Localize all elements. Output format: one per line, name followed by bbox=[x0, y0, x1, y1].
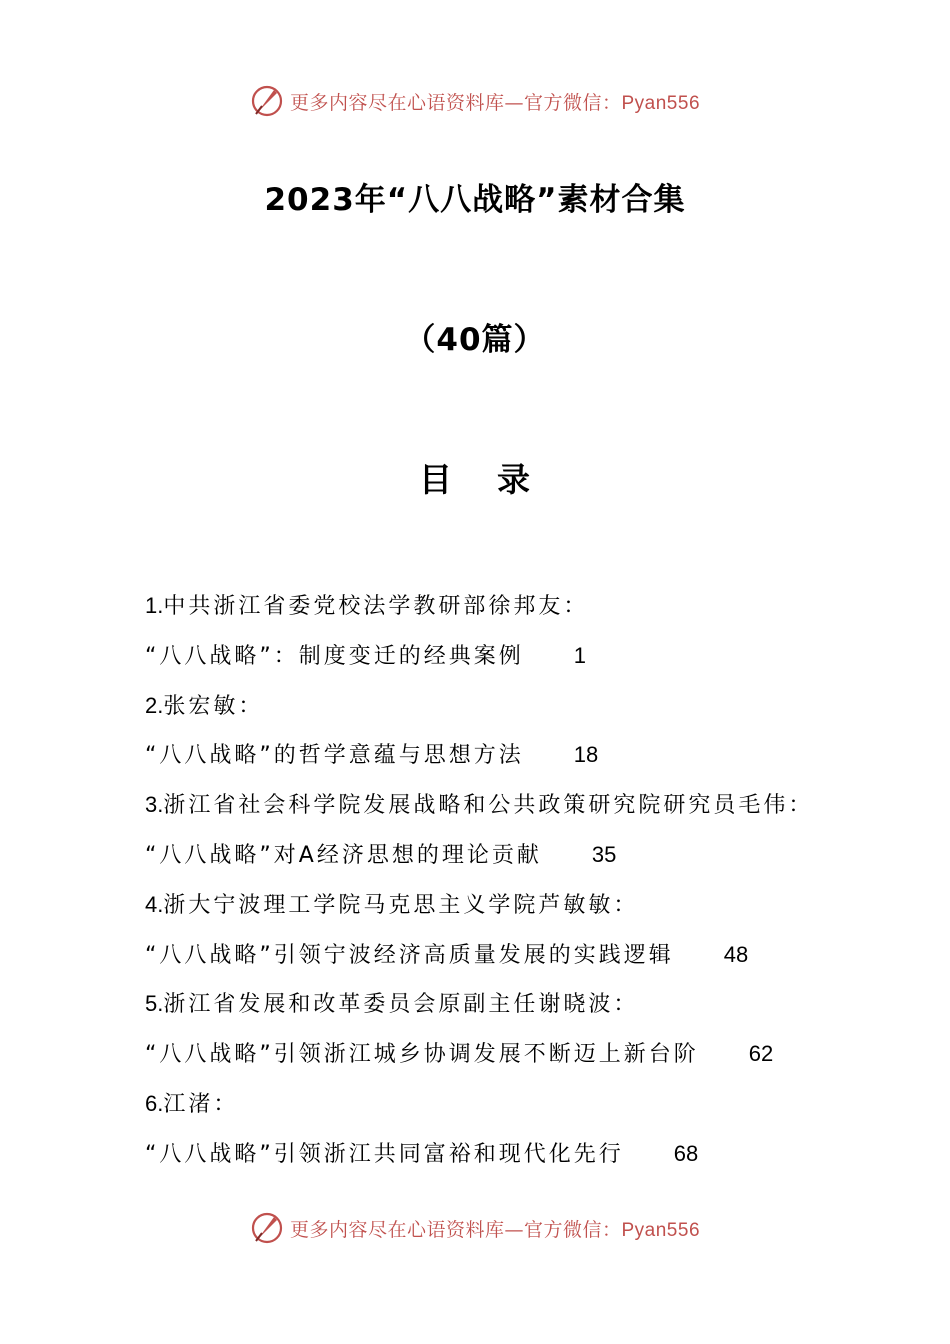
toc-entry-title: “八八战略”的哲学意蕴与思想方法 18 bbox=[145, 737, 845, 787]
watermark-text: 更多内容尽在心语资料库—官方微信：Pyan556 bbox=[289, 91, 701, 114]
toc-entry-title: “八八战略”：制度变迁的经典案例 1 bbox=[145, 638, 845, 688]
footer-watermark bbox=[0, 1211, 950, 1245]
document-subtitle: （40篇） bbox=[404, 322, 546, 358]
toc-entry-author: 5.浙江省发展和改革委员会原副主任谢晓波： bbox=[145, 991, 639, 1018]
document-title: 2023年“八八战略”素材合集 bbox=[264, 182, 686, 218]
quill-pen-logo-icon bbox=[250, 1211, 284, 1245]
toc-entry-title: “八八战略”引领浙江共同富裕和现代化先行 68 bbox=[145, 1136, 845, 1186]
toc-entry-author: 1.中共浙江省委党校法学教研部徐邦友： bbox=[145, 593, 589, 619]
toc-entry-author: 4.浙大宁波理工学院马克思主义学院芦敏敏： bbox=[145, 891, 639, 918]
header-watermark bbox=[0, 84, 950, 118]
toc-page-number: 1 bbox=[573, 642, 587, 668]
toc-entry-author: 6.江渚： bbox=[145, 1090, 239, 1117]
table-of-contents bbox=[145, 588, 845, 1186]
quill-pen-logo-icon bbox=[250, 84, 284, 118]
toc-entry-title: “八八战略”对A经济思想的理论贡献 35 bbox=[145, 837, 845, 887]
toc-page-number: 68 bbox=[673, 1140, 699, 1166]
toc-page-number: 35 bbox=[591, 841, 617, 867]
toc-page-number: 48 bbox=[723, 941, 749, 967]
toc-entry-author: 2.张宏敏： bbox=[145, 692, 264, 719]
toc-page-number: 18 bbox=[573, 742, 599, 768]
toc-page-number: 62 bbox=[748, 1041, 774, 1067]
toc-entry-title: “八八战略”引领宁波经济高质量发展的实践逻辑 48 bbox=[145, 937, 845, 987]
toc-entry-author: 3.浙江省社会科学院发展战略和公共政策研究院研究员毛伟： bbox=[145, 792, 814, 819]
toc-heading: 目 录 bbox=[419, 460, 531, 499]
watermark-text: 更多内容尽在心语资料库—官方微信：Pyan556 bbox=[289, 1218, 701, 1241]
toc-entry-title: “八八战略”引领浙江城乡协调发展不断迈上新台阶 62 bbox=[145, 1036, 845, 1086]
